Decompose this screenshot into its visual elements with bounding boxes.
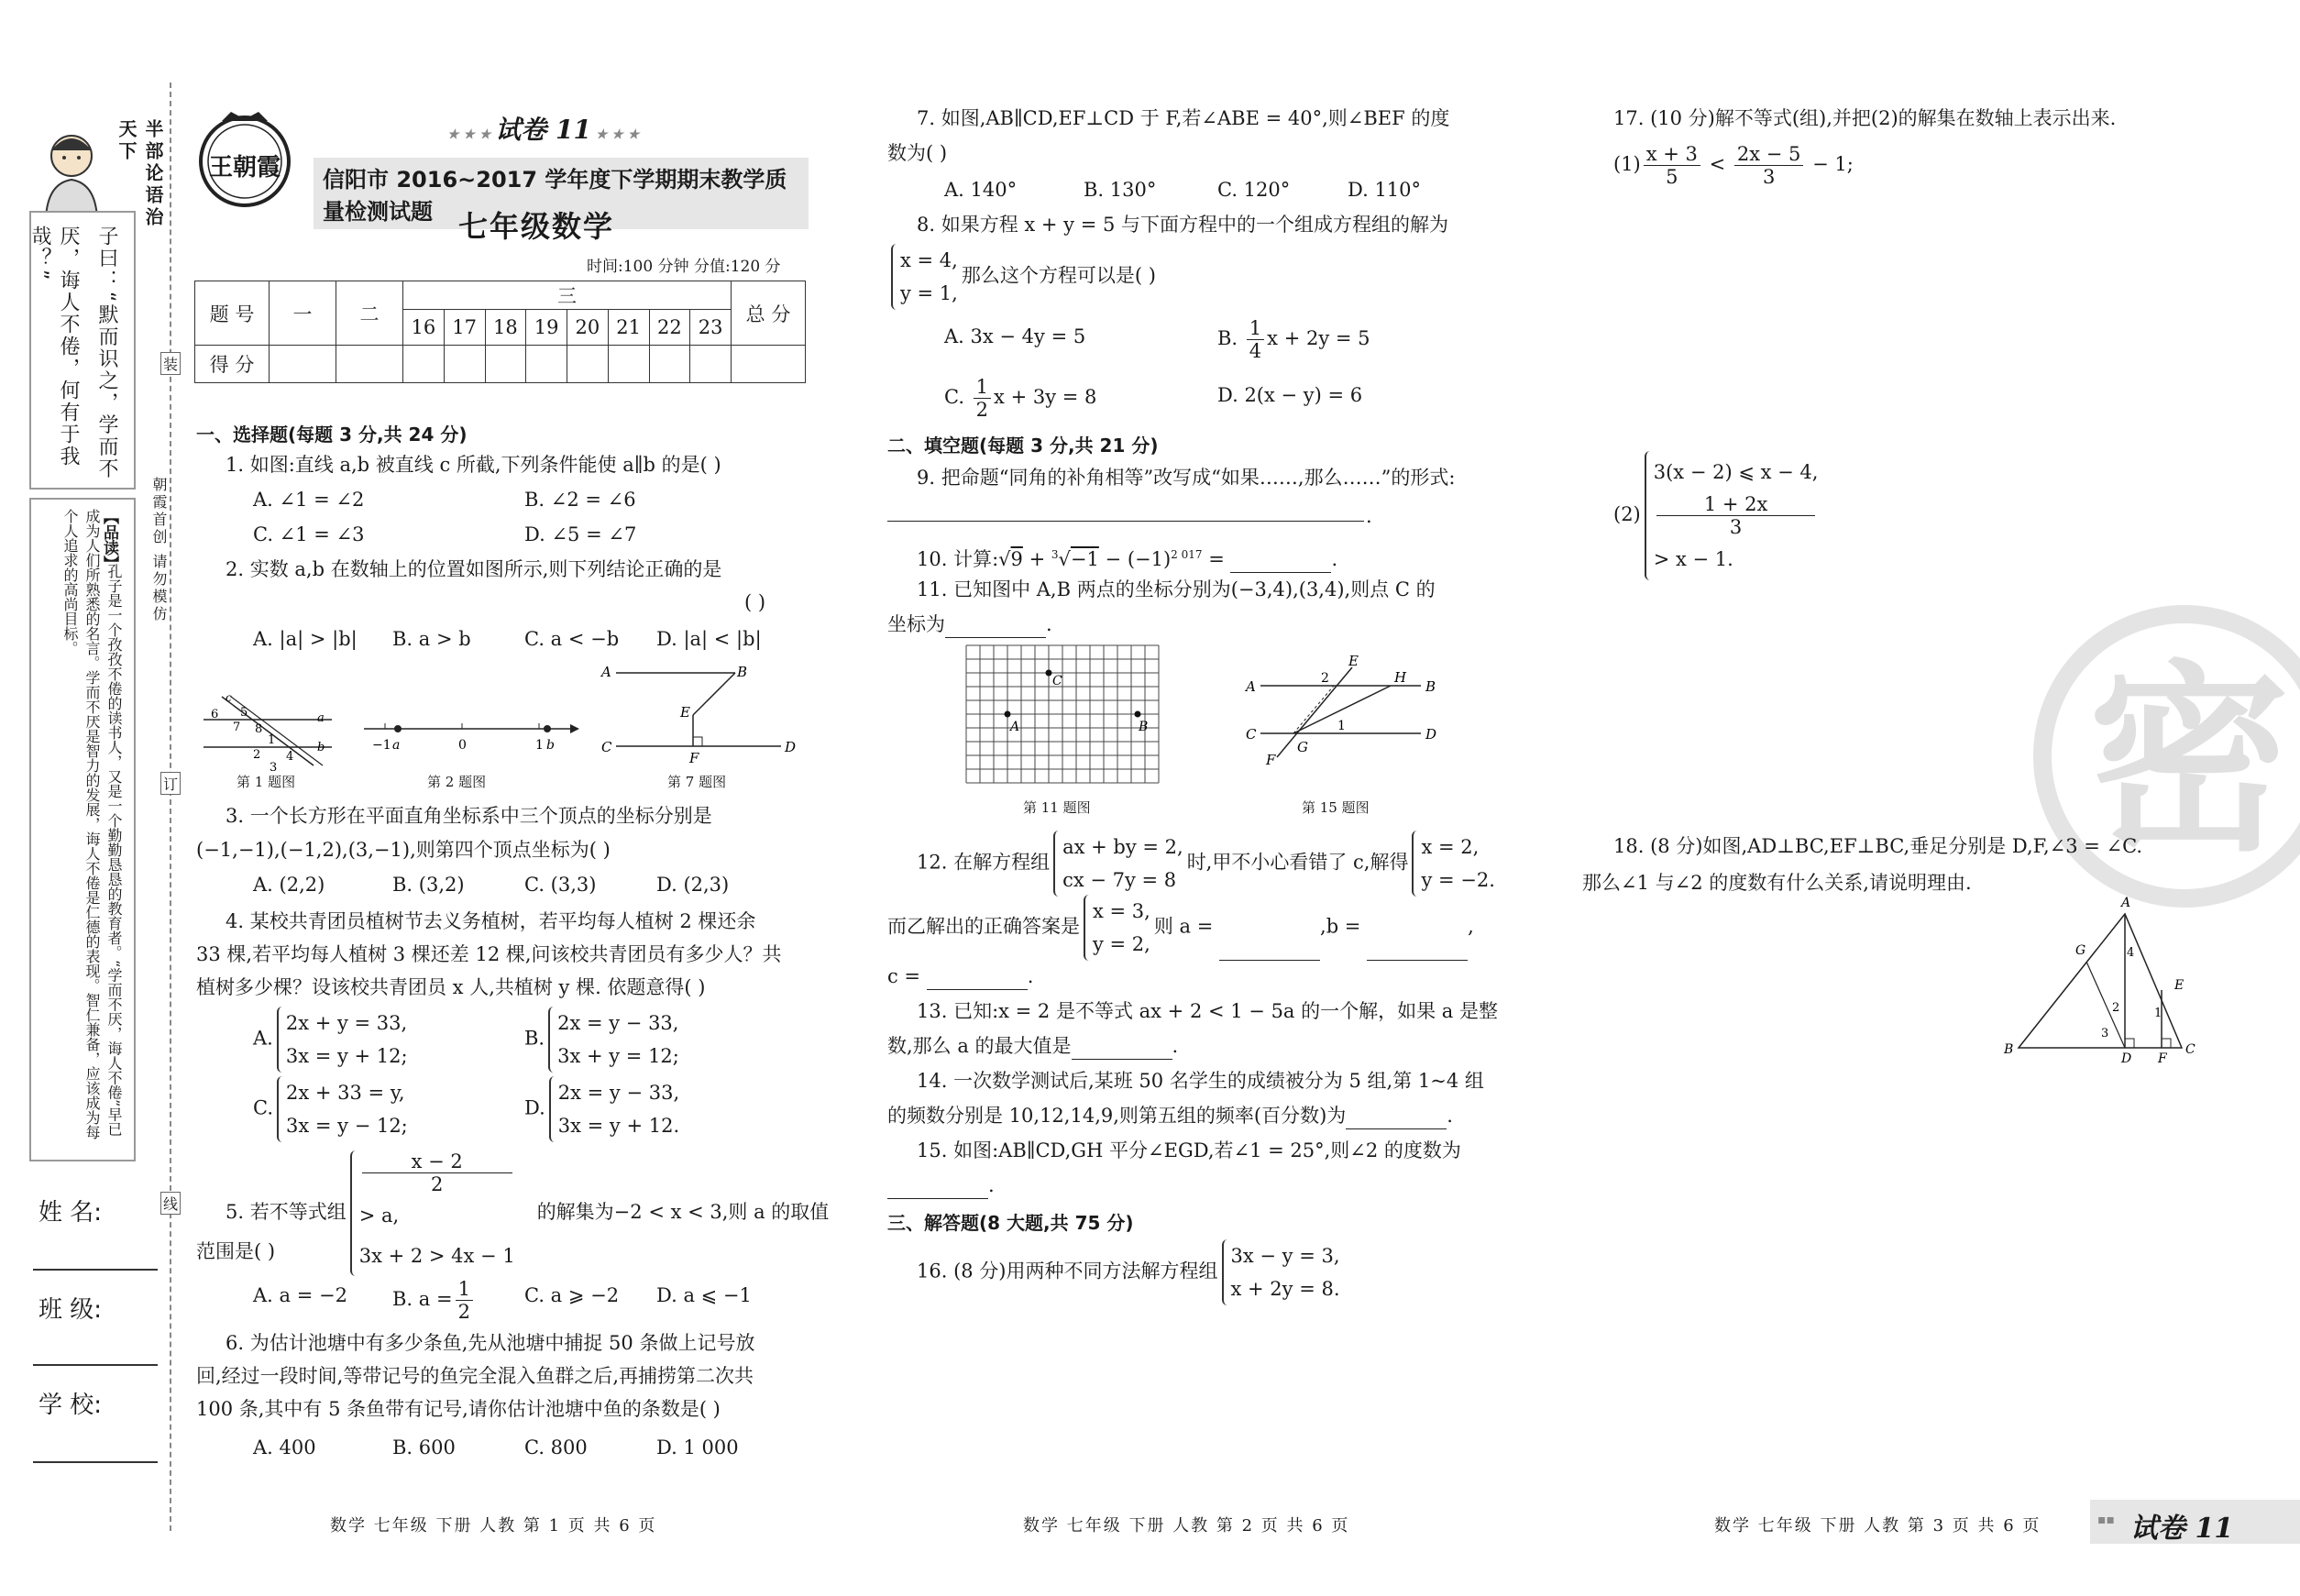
q13-stem-2: 数,那么 a 的最大值是 .	[887, 1032, 1178, 1060]
q14-text: 的频数分别是 10,12,14,9,则第五组的频率(百分数)为	[887, 1105, 1347, 1127]
figure-q18	[1998, 894, 2200, 1064]
q17-p1-d1: 5	[1666, 166, 1678, 188]
row-label-score: 得 分	[195, 346, 270, 383]
col-total: 总 分	[732, 281, 806, 346]
name-label: 姓 名:	[39, 1199, 103, 1227]
svg-text:b: b	[317, 741, 325, 754]
svg-text:B: B	[1139, 720, 1149, 734]
q10-stem: 10. 计算:√9 + $^3√-1 - (-1)^{2 017}$ = .	[917, 541, 1337, 573]
svg-text:a: a	[317, 711, 325, 725]
q16-pre: 16. (8 分)用两种不同方法解方程组	[917, 1260, 1218, 1282]
sub-col: 23	[690, 310, 732, 346]
q16-stem	[917, 1239, 1344, 1305]
svg-text:E: E	[680, 704, 690, 721]
q5-frac: x − 2 2	[362, 1150, 512, 1195]
svg-text:C: C	[601, 739, 612, 755]
q6-option-c: C. 800	[524, 1436, 588, 1458]
q17-stem: 17. (10 分)解不等式(组),并把(2)的解集在数轴上表示出来.	[1613, 107, 2117, 129]
school-label: 学 校:	[39, 1392, 103, 1419]
watermark-seal	[2033, 605, 2300, 908]
comment-box	[29, 498, 136, 1161]
q1-option-d: D. ∠5 = ∠7	[524, 523, 637, 545]
q5-stem	[226, 1150, 829, 1276]
q5-option-a: A. a = −2	[253, 1284, 347, 1306]
q5-s2: 3x + 2 > 4x − 1	[358, 1245, 515, 1267]
score-cell[interactable]	[336, 346, 403, 383]
cut-mark-2: 订	[160, 772, 181, 795]
class-label: 班 级:	[39, 1296, 103, 1324]
q11-stem-1: 11. 已知图中 A,B 两点的坐标分别为(−3,4),(3,4),则点 C 的	[917, 578, 1436, 600]
q6-option-d: D. 1 000	[656, 1436, 739, 1458]
footer-tag-box	[2090, 1500, 2300, 1544]
cut-mark-3: 线	[160, 1192, 181, 1215]
square-icons: ▪▪	[2097, 1513, 2115, 1527]
q4-option-a: A. 2x + y = 33, 3x = y + 12;	[253, 1007, 412, 1073]
q4-option-c: C. 2x + 33 = y, 3x = y − 12;	[253, 1076, 412, 1142]
q12-line-1	[917, 831, 1499, 897]
q9-period: .	[1366, 505, 1372, 527]
q2-option-c: C. a < −b	[524, 628, 620, 650]
svg-text:0: 0	[458, 738, 467, 753]
figure-q2-caption: 第 2 题图	[427, 774, 487, 790]
q4-option-b: B. 2x = y − 33, 3x + y = 12;	[524, 1007, 683, 1073]
q16-s1: 3x − y = 3,	[1230, 1245, 1340, 1267]
cut-mark-1: 装	[160, 352, 181, 375]
svg-text:A: A	[1246, 678, 1256, 695]
comment-text: 孔子是一个孜孜不倦的读书人，又是一个勤勤恳恳的教育者。“学而不厌，诲人不倦”早已成为人们所熟悉的名言。学而不厌是智力的发展，诲人不倦是仁德的表现。智仁兼备，应该成为每个人追求的高尚目标。	[61, 509, 123, 1139]
q3-option-a: A. (2,2)	[253, 874, 325, 896]
q17-p2-pre: (2)	[1613, 503, 1641, 525]
score-cell[interactable]	[649, 346, 690, 383]
q5-b-text: B. a =	[392, 1288, 453, 1310]
q12-b: ,b =	[1320, 915, 1361, 938]
svg-text:2: 2	[253, 748, 261, 762]
q14-stem-1: 14. 一次数学测试后,某班 50 名学生的成绩被分为 5 组,第 1~4 组	[917, 1070, 1484, 1092]
q10-text: 10. 计算:	[917, 548, 999, 570]
q12-line-3: c = .	[887, 963, 1033, 990]
svg-text:c: c	[226, 692, 232, 704]
q17-p2-post: > x − 1.	[1653, 548, 1733, 570]
q13-stem-1: 13. 已知:x = 2 是不等式 ax + 2 < 1 − 5a 的一个解，如果 a 是整	[917, 1000, 1498, 1022]
q17-p1-post: − 1;	[1812, 153, 1854, 175]
svg-text:B: B	[737, 664, 748, 680]
figure-q15	[1242, 649, 1444, 768]
col-three: 三	[403, 281, 732, 310]
q8-option-d: D. 2(x − y) = 6	[1217, 384, 1363, 406]
q12-line-2: 而乙解出的正确答案是 x = 3, y = 2, 则 a = ,b = ,	[887, 895, 1474, 961]
q13-blank[interactable]	[1072, 1039, 1172, 1060]
q4-stem-2: 33 棵,若平均每人植树 3 棵还差 12 棵,问该校共青团员有多少人？共	[196, 943, 782, 965]
q3-option-d: D. (2,3)	[656, 874, 730, 896]
svg-text:5: 5	[240, 706, 248, 720]
q10-expression: $√9 + ^3√-1 - (-1)^{2 017}$ =	[998, 548, 1231, 570]
q2-option-b: B. a > b	[392, 628, 471, 650]
svg-text:1: 1	[2154, 1007, 2162, 1020]
q4-c-eq2: 3x = y − 12;	[286, 1115, 408, 1137]
svg-text:E: E	[2174, 978, 2184, 993]
q17-p1-d2: 3	[1762, 166, 1776, 188]
q18-stem-2: 那么∠1 与∠2 的度数有什么关系,请说明理由.	[1582, 872, 1972, 894]
svg-text:F: F	[1266, 752, 1276, 768]
q17-p2-d: 3	[1729, 516, 1743, 538]
sub-col: 19	[526, 310, 567, 346]
q1-option-a: A. ∠1 = ∠2	[253, 489, 365, 511]
score-cell[interactable]	[732, 346, 806, 383]
q12-t1: x = 2,	[1421, 836, 1480, 858]
svg-text:b: b	[546, 738, 555, 753]
svg-text:1: 1	[535, 738, 544, 753]
svg-text:8: 8	[255, 722, 263, 736]
svg-text:2: 2	[1321, 671, 1329, 686]
q16-s2: x + 2y = 8.	[1230, 1278, 1340, 1300]
svg-text:F: F	[689, 750, 699, 765]
quote-line1: 子曰：“默而识之，学而不	[95, 226, 118, 480]
logo-text: 王朝霞	[208, 154, 281, 182]
svg-text:a: a	[392, 738, 401, 753]
q9-stem: 9. 把命题“同角的补角相等”改写成“如果……,那么……”的形式:	[917, 467, 1456, 489]
q15-answer: .	[887, 1172, 995, 1199]
svg-text:G: G	[1297, 739, 1308, 755]
q5-option-d: D. a ⩽ −1	[656, 1284, 752, 1306]
sidebar-motto: 半部论语治天下	[116, 119, 164, 229]
q2-paren: ( )	[744, 591, 766, 613]
svg-text:A: A	[2121, 896, 2131, 910]
svg-text:H: H	[1394, 669, 1407, 686]
svg-text:2: 2	[2112, 1001, 2120, 1015]
score-cell[interactable]	[567, 346, 609, 383]
svg-text:1: 1	[268, 733, 276, 747]
q5-option-b: B. a = $\frac{1}{2}$	[392, 1278, 476, 1323]
q17-p1-n1: x + 3	[1644, 143, 1700, 166]
paper-tag	[447, 110, 639, 147]
binding-line	[170, 83, 171, 1531]
sub-col: 20	[567, 310, 609, 346]
sub-col: 18	[485, 310, 526, 346]
col-one: 一	[270, 281, 336, 346]
svg-text:3: 3	[270, 761, 278, 775]
section-two-heading: 二、填空题(每题 3 分,共 21 分)	[887, 435, 1159, 457]
sub-col: 16	[403, 310, 445, 346]
star-icon: ★ ★ ★	[447, 127, 496, 142]
q7-option-d: D. 110°	[1348, 179, 1422, 201]
q4-b-eq1: 2x = y − 33,	[557, 1012, 679, 1034]
q3-stem-2: (−1,−1),(−1,2),(3,−1),则第四个顶点坐标为( )	[196, 839, 611, 861]
q8-c-text: x + 3y = 8	[994, 386, 1097, 408]
q4-a-eq2: 3x = y + 12;	[285, 1045, 408, 1067]
q18-stem-1: 18. (8 分)如图,AD⊥BC,EF⊥BC,垂足分别是 D,F,∠3 = ∠C.	[1613, 835, 2143, 857]
quote-line2: 厌，诲人不倦，何有于我哉？”	[28, 226, 80, 468]
footer-tag: 试卷 11	[2130, 1513, 2234, 1545]
svg-text:−1: −1	[372, 738, 391, 753]
q4-d-eq1: 2x = y − 33,	[557, 1082, 680, 1104]
sub-col: 21	[608, 310, 649, 346]
q6-stem-3: 100 条,其中有 5 条鱼带有记号,请你估计池塘中鱼的条数是( )	[196, 1398, 721, 1420]
score-cell[interactable]	[485, 346, 526, 383]
q5-post: 的解集为−2 < x < 3,则 a 的取值	[536, 1201, 830, 1223]
q14-blank[interactable]	[1346, 1108, 1447, 1129]
q8-b-text: x + 2y = 5	[1267, 327, 1370, 349]
score-cell[interactable]	[608, 346, 649, 383]
q6-option-b: B. 600	[392, 1436, 456, 1458]
q3-option-c: C. (3,3)	[524, 874, 597, 896]
svg-text:C: C	[2185, 1042, 2195, 1057]
figure-q11	[964, 644, 1161, 790]
q12-pre: 12. 在解方程组	[917, 851, 1051, 874]
q6-stem-2: 回,经过一段时间,等带记号的鱼完全混入鱼群之后,再捕捞第二次共	[196, 1365, 754, 1387]
svg-text:6: 6	[211, 708, 219, 721]
figure-q7-caption: 第 7 题图	[667, 774, 727, 790]
q4-option-d: D. 2x = y − 33, 3x = y + 12.	[524, 1076, 683, 1142]
q5-option-c: C. a ⩾ −2	[524, 1284, 620, 1306]
q7-stem-1: 7. 如图,AB∥CD,EF⊥CD 于 F,若∠ABE = 40°,则∠BEF 的度	[917, 107, 1450, 129]
figure-q11-caption: 第 11 题图	[1023, 799, 1091, 816]
svg-text:B: B	[1425, 678, 1436, 695]
q4-a-eq1: 2x + y = 33,	[285, 1012, 408, 1034]
q6-option-a: A. 400	[253, 1436, 316, 1458]
sidebar-portrait	[35, 119, 108, 220]
svg-text:3: 3	[2101, 1027, 2109, 1040]
q12-s2: cx − 7y = 8	[1062, 869, 1177, 891]
q12-a-blank[interactable]	[1219, 940, 1320, 961]
svg-text:E: E	[1348, 653, 1359, 669]
q7-stem-2: 数为( )	[887, 142, 948, 164]
q4-d-eq2: 3x = y + 12.	[557, 1115, 680, 1137]
q17-p1-lt: <	[1709, 153, 1726, 175]
subject-title: 七年级数学	[458, 209, 615, 244]
logo	[194, 108, 295, 209]
q6-stem-1: 6. 为估计池塘中有多少条鱼,先从池塘中捕捉 50 条做上记号放	[226, 1332, 755, 1354]
score-cell[interactable]	[690, 346, 732, 383]
q17-p2-s1: 3(x − 2) ⩽ x − 4,	[1653, 461, 1819, 483]
q11-text: 坐标为	[887, 613, 945, 635]
q13-text: 数,那么 a 的最大值是	[887, 1035, 1072, 1057]
school-line[interactable]	[33, 1461, 158, 1463]
q12-b-blank[interactable]	[1367, 940, 1468, 961]
q12-t2: y = −2.	[1421, 869, 1495, 891]
name-line[interactable]	[33, 1269, 158, 1271]
q5-s1: > a,	[358, 1205, 400, 1227]
q7-option-b: B. 130°	[1084, 179, 1157, 201]
svg-text:A: A	[601, 664, 611, 680]
q11-stem-2: 坐标为 .	[887, 611, 1052, 638]
footer-page-3: 数学 七年级 下册 人教 第 3 页 共 6 页	[1714, 1516, 2041, 1535]
q2-stem: 2. 实数 a,b 在数轴上的位置如图所示,则下列结论正确的是	[226, 558, 722, 580]
q2-option-d: D. |a| < |b|	[656, 628, 762, 650]
q12-c: c =	[887, 965, 921, 987]
q11-blank[interactable]	[945, 617, 1046, 638]
star-icon: ★ ★ ★	[591, 127, 640, 142]
svg-text:D: D	[2121, 1051, 2132, 1064]
comment-label: 【品读】	[100, 509, 118, 571]
brand-notice: 朝霞首创 请勿模仿	[150, 477, 168, 624]
q8-stem-2-text: 那么这个方程可以是( )	[961, 264, 1156, 287]
svg-text:G: G	[2075, 943, 2086, 958]
figure-q7	[598, 662, 801, 765]
svg-text:D: D	[785, 739, 797, 755]
score-cell[interactable]	[444, 346, 485, 383]
sub-col: 22	[649, 310, 690, 346]
q1-option-c: C. ∠1 = ∠3	[253, 523, 365, 545]
q4-stem-1: 4. 某校共青团员植树节去义务植树，若平均每人植树 2 棵还余	[226, 910, 756, 932]
class-line[interactable]	[33, 1364, 158, 1366]
q5-stem-2: 范围是( )	[196, 1240, 276, 1262]
q12-u2: y = 2,	[1093, 933, 1150, 955]
q15-blank[interactable]	[887, 1178, 988, 1199]
section-one-heading: 一、选择题(每题 3 分,共 24 分)	[196, 424, 468, 446]
q10-blank[interactable]	[1230, 552, 1331, 573]
q17-p2-n: 1 + 2x	[1656, 493, 1816, 516]
q8-stem-1: 8. 如果方程 x + y = 5 与下面方程中的一个组成方程组的解为	[917, 214, 1449, 236]
row-label-number: 题 号	[195, 281, 270, 346]
q1-stem: 1. 如图:直线 a,b 被直线 c 所截,下列条件能使 a∥b 的是( )	[226, 454, 721, 476]
q8-sys-1: x = 4,	[900, 249, 958, 271]
svg-text:D: D	[1425, 726, 1437, 743]
q8-sys-2: y = 1,	[900, 282, 958, 304]
footer-page-2: 数学 七年级 下册 人教 第 2 页 共 6 页	[1023, 1516, 1350, 1535]
q12-c-blank[interactable]	[927, 969, 1028, 990]
svg-text:F: F	[2158, 1051, 2167, 1064]
q17-p1-pre: (1)	[1613, 153, 1641, 175]
score-cell[interactable]	[403, 346, 445, 383]
svg-text:1: 1	[1337, 719, 1346, 733]
score-table	[194, 281, 806, 383]
svg-text:C: C	[1052, 674, 1062, 688]
q3-option-b: B. (3,2)	[392, 874, 465, 896]
q8-option-c: C. $\frac{1}{2}$ x + 3y = 8	[944, 376, 1097, 421]
figure-q2	[359, 710, 579, 756]
watermark-text: 密	[2088, 644, 2291, 878]
figure-q1-caption: 第 1 题图	[237, 774, 296, 790]
q2-option-a: A. |a| > |b|	[253, 628, 358, 650]
q3-stem-1: 3. 一个长方形在平面直角坐标系中三个顶点的坐标分别是	[226, 805, 712, 827]
q4-b-eq2: 3x + y = 12;	[557, 1045, 679, 1067]
score-cell[interactable]	[526, 346, 567, 383]
q17-part-1	[1613, 143, 1854, 188]
svg-text:B: B	[2004, 1042, 2014, 1057]
q12-then: 则 a =	[1153, 915, 1214, 938]
section-three-heading: 三、解答题(8 大题,共 75 分)	[887, 1212, 1134, 1234]
q8-option-a: A. 3x − 4y = 5	[944, 325, 1086, 347]
exam-title: 信阳市 2016~2017 学年度下学期期末教学质量检测试题	[314, 158, 809, 229]
paper-tag-text: 试卷 11	[495, 115, 591, 145]
q7-option-a: A. 140°	[944, 179, 1018, 201]
q5-pre: 5. 若不等式组	[226, 1201, 347, 1223]
q15-stem: 15. 如图:AB∥CD,GH 平分∠EGD,若∠1 = 25°,则∠2 的度数为	[917, 1139, 1461, 1161]
q14-stem-2: 的频数分别是 10,12,14,9,则第五组的频率(百分数)为 .	[887, 1102, 1453, 1129]
q12-mid: 时,甲不小心看错了 c,解得	[1186, 851, 1409, 874]
sub-col: 17	[444, 310, 485, 346]
q12-s1: ax + by = 2,	[1062, 836, 1183, 858]
q17-p1-n2: 2x − 5	[1734, 143, 1804, 166]
q1-option-b: B. ∠2 = ∠6	[524, 489, 636, 511]
svg-text:7: 7	[233, 721, 241, 734]
q4-c-eq1: 2x + 33 = y,	[286, 1082, 405, 1104]
svg-text:4: 4	[286, 750, 294, 764]
figure-q1	[204, 692, 339, 779]
q8-stem-2	[887, 244, 1156, 310]
q4-stem-3: 植树多少棵？设该校共青团员 x 人,共植树 y 棵. 依题意得( )	[196, 976, 706, 998]
figure-q15-caption: 第 15 题图	[1302, 799, 1370, 816]
q9-answer-line[interactable]	[887, 501, 1364, 522]
col-two: 二	[336, 281, 403, 346]
score-cell[interactable]	[270, 346, 336, 383]
svg-text:C: C	[1246, 726, 1257, 743]
svg-text:4: 4	[2127, 946, 2135, 960]
q7-option-c: C. 120°	[1217, 179, 1291, 201]
time-score: 时间:100 分钟 分值:120 分	[587, 258, 781, 276]
footer-page-1: 数学 七年级 下册 人教 第 1 页 共 6 页	[330, 1516, 657, 1535]
q12-pre2: 而乙解出的正确答案是	[887, 915, 1080, 938]
q12-u1: x = 3,	[1093, 900, 1150, 922]
svg-text:A: A	[1010, 720, 1020, 734]
q17-part-2	[1613, 451, 1821, 580]
quote-box	[29, 211, 136, 490]
q8-option-b: B. $\frac{1}{4}$ x + 2y = 5	[1217, 317, 1370, 362]
